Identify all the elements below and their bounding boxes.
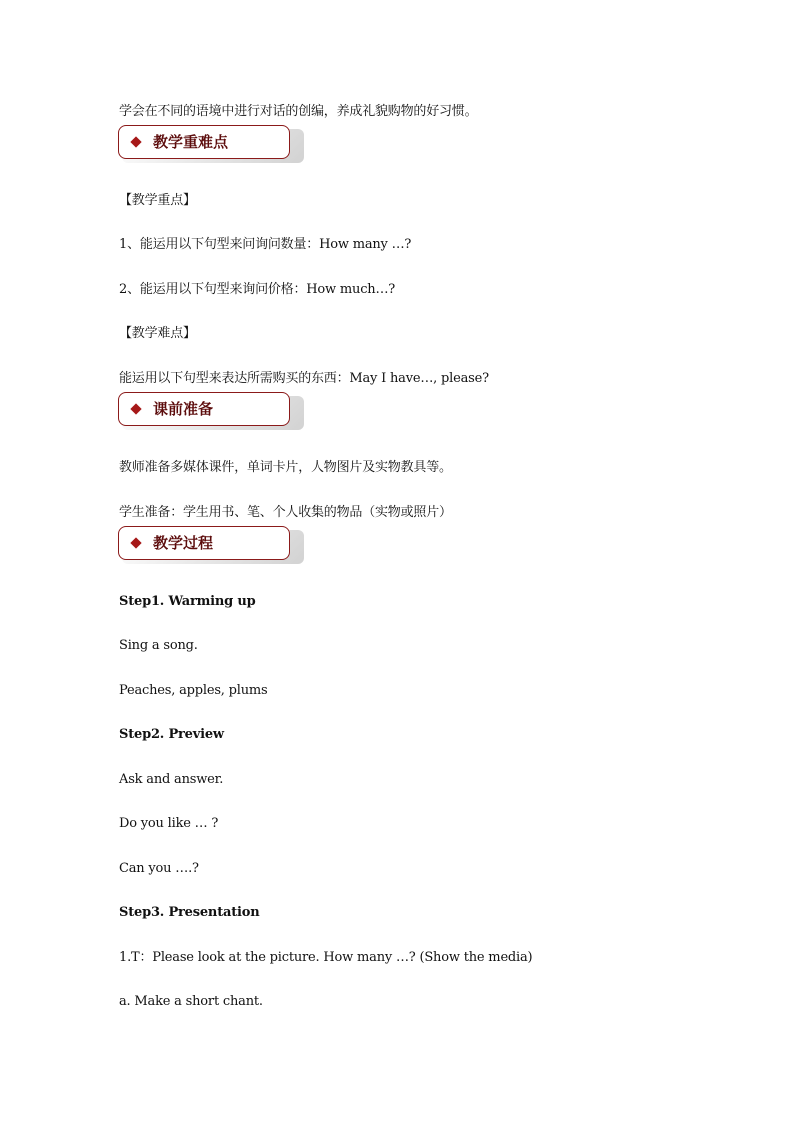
step3-line-1: 1.T：Please look at the picture. How many …? (Show the media) [119, 950, 533, 965]
heading-title: 教学过程 [153, 534, 214, 552]
difficulty-item-1: 能运用以下句型来表达所需购买的东西：May I have…, please? [119, 371, 489, 386]
step3-title: Step3. Presentation [119, 905, 260, 920]
step2-line-1: Ask and answer. [119, 772, 224, 787]
step2-line-2: Do you like … ? [119, 816, 219, 831]
teacher-preparation: 教师准备多媒体课件，单词卡片，人物图片及实物教具等。 [119, 460, 452, 475]
focus-label: 【教学重点】 [119, 193, 196, 208]
step2-title: Step2. Preview [119, 727, 224, 742]
step1-title: Step1. Warming up [119, 594, 256, 609]
focus-item-2: 2、能运用以下句型来询问价格：How much…? [119, 282, 396, 297]
heading-title: 课前准备 [153, 400, 214, 418]
step2-line-3: Can you ….? [119, 861, 199, 876]
section-heading-preparation [118, 392, 292, 428]
step3-line-2: a. Make a short chant. [119, 994, 263, 1009]
step1-line-2: Peaches, apples, plums [119, 683, 268, 698]
heading-title: 教学重难点 [153, 133, 229, 151]
intro-text: 学会在不同的语境中进行对话的创编，养成礼貌购物的好习惯。 [119, 104, 478, 119]
focus-item-1: 1、能运用以下句型来问询问数量：How many …? [119, 237, 412, 252]
difficulty-label: 【教学难点】 [119, 326, 196, 341]
section-heading-process [118, 526, 292, 562]
section-heading-key-points [118, 125, 292, 161]
step1-line-1: Sing a song. [119, 638, 198, 653]
student-preparation: 学生准备：学生用书、笔、个人收集的物品（实物或照片） [119, 505, 452, 520]
